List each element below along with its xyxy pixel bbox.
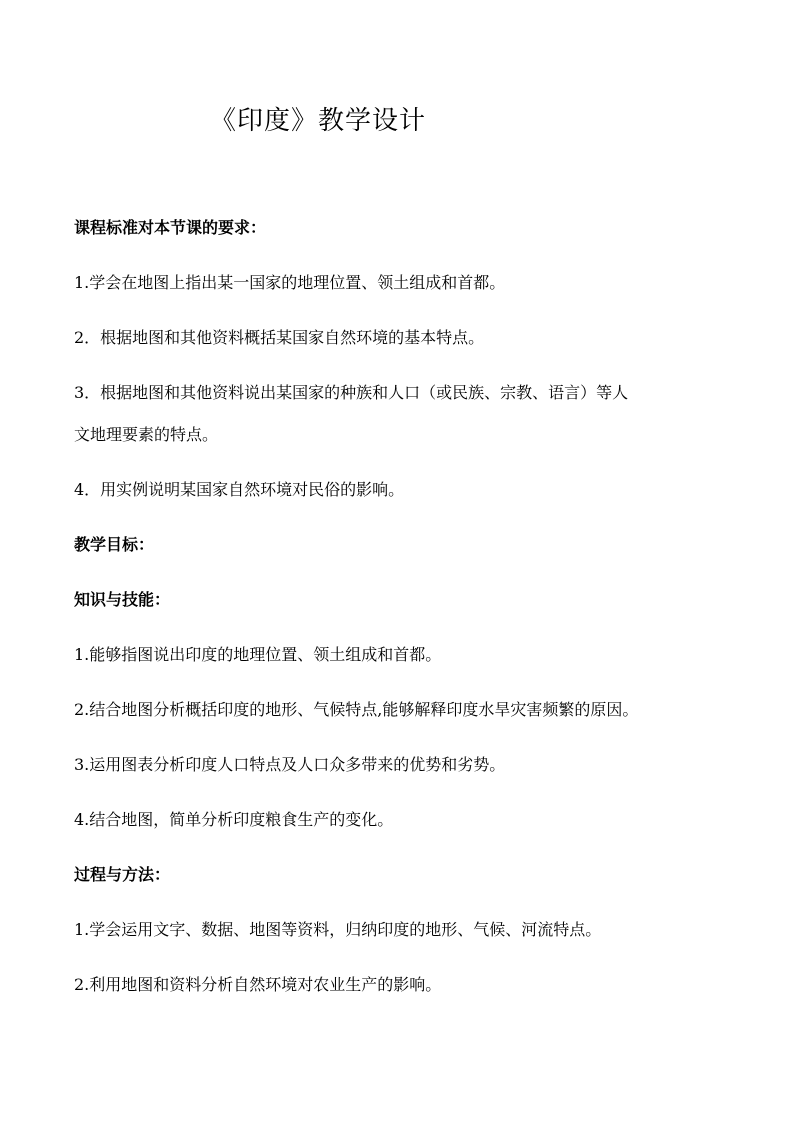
knowledge-item: 3.运用图表分析印度人口特点及人口众多带来的优势和劣势。 [74, 755, 506, 774]
knowledge-item: 1.能够指图说出印度的地理位置、领土组成和首都。 [74, 645, 442, 664]
objectives-heading: 教学目标： [74, 535, 155, 554]
document-title: 《印度》教学设计 [210, 106, 427, 136]
curriculum-item: 2．根据地图和其他资料概括某国家自然环境的基本特点。 [74, 328, 485, 347]
curriculum-item: 4．用实例说明某国家自然环境对民俗的影响。 [74, 480, 405, 499]
process-heading: 过程与方法： [74, 865, 171, 884]
curriculum-item-continuation: 文地理要素的特点。 [74, 425, 219, 444]
knowledge-item: 4.结合地图，简单分析印度粮食生产的变化。 [74, 810, 394, 829]
knowledge-item: 2.结合地图分析概括印度的地形、气候特点,能够解释印度水旱灾害频繁的原因。 [74, 700, 639, 719]
curriculum-item: 3．根据地图和其他资料说出某国家的种族和人口（或民族、宗教、语言）等人 [74, 383, 629, 402]
process-item: 1.学会运用文字、数据、地图等资料，归纳印度的地形、气候、河流特点。 [74, 920, 602, 939]
curriculum-item: 1.学会在地图上指出某一国家的地理位置、领土组成和首都。 [74, 273, 506, 292]
knowledge-heading: 知识与技能： [74, 590, 171, 609]
curriculum-heading: 课程标准对本节课的要求： [74, 218, 267, 237]
process-item: 2.利用地图和资料分析自然环境对农业生产的影响。 [74, 975, 442, 994]
